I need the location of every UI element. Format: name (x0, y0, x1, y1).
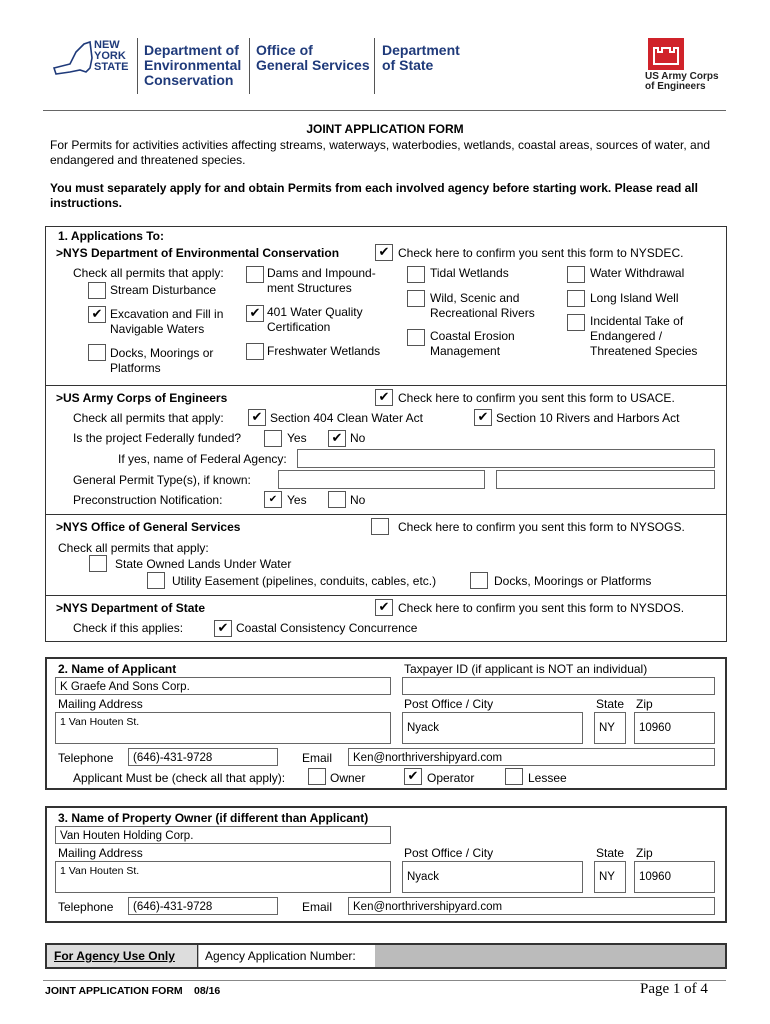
dec-check-all-label: Check all permits that apply: (73, 266, 224, 280)
applicant-tel-input[interactable]: (646)-431-9728 (128, 748, 278, 766)
fed-funded-label: Is the project Federally funded? (73, 431, 242, 445)
stream-disturbance-checkbox[interactable] (88, 282, 106, 299)
section-10-checkbox[interactable]: ✔ (474, 409, 492, 426)
long-island-well-label: Long Island Well (590, 291, 679, 305)
applicant-name-input[interactable]: K Graefe And Sons Corp. (55, 677, 391, 695)
gp-type-label: General Permit Type(s), if known: (73, 473, 251, 487)
applicant-address-input[interactable]: 1 Van Houten St. (55, 712, 391, 744)
applicant-state-label: State (596, 697, 625, 711)
ogs-heading: >NYS Office of General Services (56, 520, 241, 534)
freshwater-wetlands-label: Freshwater Wetlands (267, 344, 381, 358)
docks-moorings-checkbox[interactable] (88, 344, 106, 361)
applicant-must-be-label: Applicant Must be (check all that apply): (73, 771, 286, 785)
ogs-confirm-checkbox[interactable] (371, 518, 389, 535)
taxpayer-id-input[interactable] (402, 677, 715, 695)
owner-email-input[interactable]: Ken@northrivershipyard.com (348, 897, 715, 915)
freshwater-wetlands-checkbox[interactable] (246, 343, 264, 360)
long-island-well-checkbox[interactable] (567, 290, 585, 307)
stream-disturbance-label: Stream Disturbance (110, 283, 217, 297)
dec-heading: >NYS Department of Environmental Conservation (56, 246, 340, 260)
owner-title: 3. Name of Property Owner (if different than Applicant) (58, 811, 369, 825)
tidal-wetlands-checkbox[interactable] (407, 266, 425, 283)
usace-confirm-checkbox[interactable]: ✔ (375, 389, 393, 406)
precon-no-label: No (350, 493, 366, 507)
incidental-take-label: Incidental Take of Endangered / Threatened Species (590, 314, 698, 358)
coastal-erosion-label: Coastal Erosion Management (430, 329, 515, 358)
owner-po-label: Post Office / City (404, 846, 494, 860)
applicant-lessee-label: Lessee (528, 771, 567, 785)
usace-castle-icon (648, 38, 684, 70)
applicant-email-input[interactable]: Ken@northrivershipyard.com (348, 748, 715, 766)
nysdec-confirm-checkbox[interactable]: ✔ (375, 244, 393, 261)
excavation-fill-checkbox[interactable]: ✔ (88, 306, 106, 323)
applicant-lessee-checkbox[interactable] (505, 768, 523, 785)
usace-heading: >US Army Corps of Engineers (56, 391, 228, 405)
ogs-docks-checkbox[interactable] (470, 572, 488, 589)
footer-form-name: JOINT APPLICATION FORM (45, 985, 183, 997)
precon-yes-checkbox[interactable]: ✔ (264, 491, 282, 508)
dec-logo-text: Department of Environmental Conservation (144, 42, 242, 88)
footer-page-number: Page 1 of 4 (640, 981, 708, 997)
ny-state-logo-text: NEW YORK STATE (94, 39, 129, 73)
owner-name-input[interactable]: Van Houten Holding Corp. (55, 826, 391, 844)
applicant-zip-input[interactable]: 10960 (634, 712, 715, 744)
intro-text: For Permits for activities activities affecting streams, waterways, waterbodies, wetlands, coastal areas, sources of water, and endangered and threatened species. (50, 138, 711, 167)
gp-type-input-2[interactable] (496, 470, 715, 489)
usace-check-all-label: Check all permits that apply: (73, 411, 224, 425)
usace-logo-text: US Army Corps of Engineers (645, 71, 719, 92)
applicant-tel-label: Telephone (58, 751, 114, 765)
section-404-label: Section 404 Clean Water Act (270, 411, 423, 425)
owner-email-label: Email (302, 900, 333, 914)
coastal-erosion-checkbox[interactable] (407, 329, 425, 346)
ogs-check-all-label: Check all permits that apply: (58, 541, 209, 555)
usace-confirm-label: Check here to confirm you sent this form to USACE. (398, 391, 675, 405)
gp-type-input-1[interactable] (278, 470, 485, 489)
wq401-label: 401 Water Quality Certification (267, 305, 363, 334)
dos-logo-text: Department of State (382, 42, 460, 73)
applicant-title: 2. Name of Applicant (58, 662, 177, 676)
precon-no-checkbox[interactable] (328, 491, 346, 508)
owner-mailing-label: Mailing Address (58, 846, 143, 860)
dams-checkbox[interactable] (246, 266, 264, 283)
ogs-docks-label: Docks, Moorings or Platforms (494, 574, 652, 588)
wild-scenic-checkbox[interactable] (407, 290, 425, 307)
precon-label: Preconstruction Notification: (73, 493, 223, 507)
state-owned-lands-label: State Owned Lands Under Water (115, 557, 292, 571)
section-404-checkbox[interactable]: ✔ (248, 409, 266, 426)
fed-funded-yes-label: Yes (287, 431, 307, 445)
applicant-email-label: Email (302, 751, 333, 765)
footer-form-date: 08/16 (194, 985, 221, 997)
taxpayer-label: Taxpayer ID (if applicant is NOT an individual) (404, 662, 648, 676)
section-10-label: Section 10 Rivers and Harbors Act (496, 411, 680, 425)
ogs-logo-text: Office of General Services (256, 42, 370, 73)
utility-easement-checkbox[interactable] (147, 572, 165, 589)
docks-moorings-label: Docks, Moorings or Platforms (110, 346, 214, 375)
owner-state-input[interactable]: NY (594, 861, 626, 893)
fed-agency-label: If yes, name of Federal Agency: (118, 452, 287, 466)
applicant-po-label: Post Office / City (404, 697, 494, 711)
fed-funded-yes-checkbox[interactable] (264, 430, 282, 447)
ccc-checkbox[interactable]: ✔ (214, 620, 232, 637)
incidental-take-checkbox[interactable] (567, 314, 585, 331)
owner-address-input[interactable]: 1 Van Houten St. (55, 861, 391, 893)
wild-scenic-label: Wild, Scenic and Recreational Rivers (430, 291, 535, 320)
form-title: JOINT APPLICATION FORM (306, 122, 464, 136)
fed-funded-no-checkbox[interactable]: ✔ (328, 430, 346, 447)
ny-state-map-icon (50, 38, 96, 78)
agency-app-number-field (376, 945, 725, 967)
tidal-wetlands-label: Tidal Wetlands (430, 266, 509, 280)
ogs-confirm-label: Check here to confirm you sent this form to NYSOGS. (398, 520, 685, 534)
dos-check-label: Check if this applies: (73, 621, 184, 635)
utility-easement-label: Utility Easement (pipelines, conduits, cables, etc.) (172, 574, 437, 588)
ccc-label: Coastal Consistency Concurrence (236, 621, 418, 635)
wq401-checkbox[interactable]: ✔ (246, 305, 264, 322)
owner-tel-input[interactable]: (646)-431-9728 (128, 897, 278, 915)
agency-use-only-label: For Agency Use Only (54, 949, 175, 963)
applicant-state-input[interactable]: NY (594, 712, 626, 744)
owner-zip-label: Zip (636, 846, 653, 860)
applicant-owner-label: Owner (330, 771, 366, 785)
owner-tel-label: Telephone (58, 900, 114, 914)
fed-agency-input[interactable] (297, 449, 715, 468)
applicant-operator-checkbox[interactable]: ✔ (404, 768, 422, 785)
dos-confirm-label: Check here to confirm you sent this form to NYSDOS. (398, 601, 685, 615)
section-1-title: 1. Applications To: (58, 229, 165, 243)
applicant-zip-label: Zip (636, 697, 653, 711)
precon-yes-label: Yes (287, 493, 307, 507)
owner-state-label: State (596, 846, 625, 860)
owner-city-input[interactable]: Nyack (402, 861, 583, 893)
applicant-owner-checkbox[interactable] (308, 768, 326, 785)
dos-heading: >NYS Department of State (56, 601, 206, 615)
nysdec-confirm-label: Check here to confirm you sent this form to NYSDEC. (398, 246, 684, 260)
excavation-fill-label: Excavation and Fill in Navigable Waters (110, 307, 224, 336)
dos-confirm-checkbox[interactable]: ✔ (375, 599, 393, 616)
state-owned-lands-checkbox[interactable] (89, 555, 107, 572)
applicant-mailing-label: Mailing Address (58, 697, 143, 711)
water-withdrawal-label: Water Withdrawal (590, 266, 685, 280)
owner-zip-input[interactable]: 10960 (634, 861, 715, 893)
applicant-operator-label: Operator (427, 771, 475, 785)
dams-label: Dams and Impound- ment Structures (267, 266, 376, 295)
fed-funded-no-label: No (350, 431, 366, 445)
warning-text: You must separately apply for and obtain Permits from each involved agency before starting work. Please read all instructions. (50, 181, 698, 210)
applicant-city-input[interactable]: Nyack (402, 712, 583, 744)
agency-app-number-label: Agency Application Number: (205, 949, 356, 963)
water-withdrawal-checkbox[interactable] (567, 266, 585, 283)
